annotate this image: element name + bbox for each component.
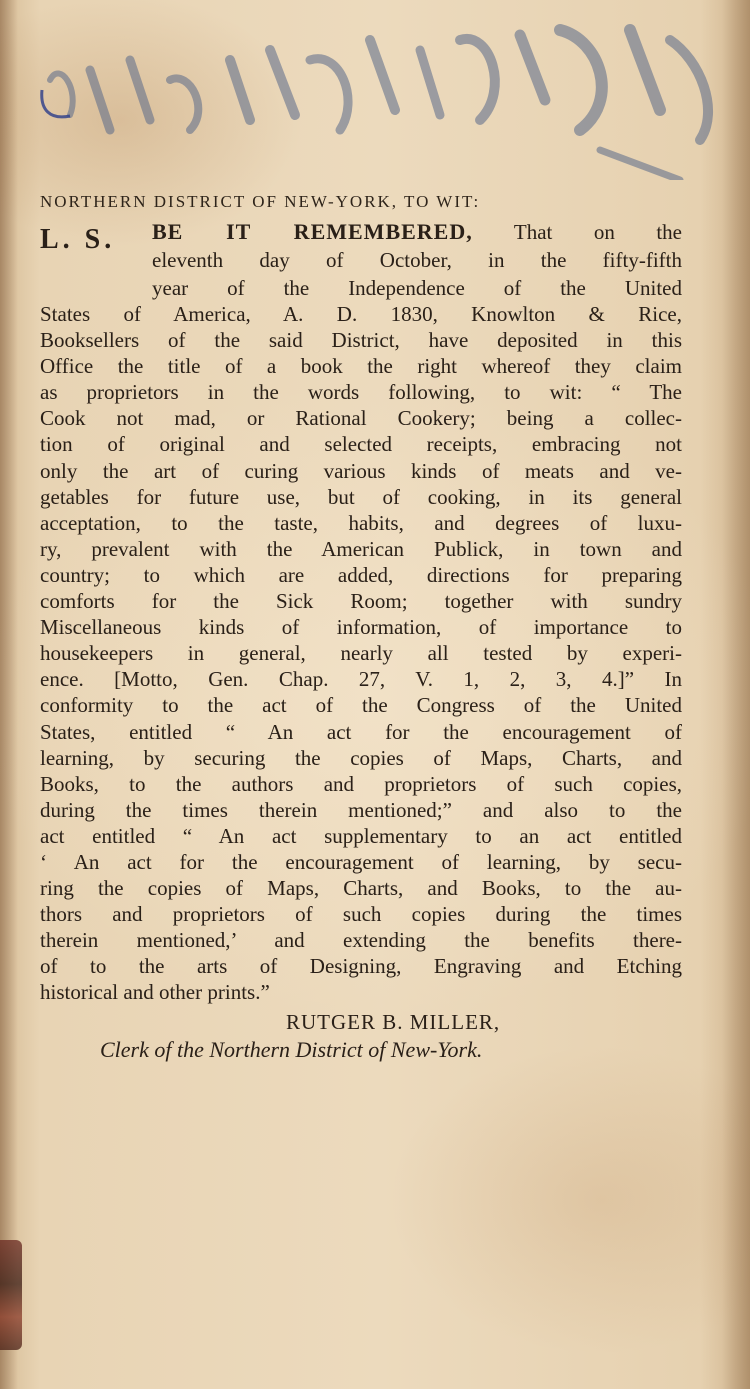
library-stamp <box>40 20 740 180</box>
body-line: Books, to the authors and proprietors of such copies, <box>40 771 682 796</box>
seal-line-2: eleventh day of October, in the fifty-fifth <box>152 248 682 272</box>
body-line: as proprietors in the words following, to wit: “ The <box>40 380 682 405</box>
notice-body <box>40 301 682 1006</box>
body-line: during the times therein mentioned;” and also to the <box>40 797 682 822</box>
body-line: of to the arts of Designing, Engraving and Etching <box>40 954 682 979</box>
body-line: getables for future use, but of cooking, in its general <box>40 484 682 509</box>
body-line: Miscellaneous kinds of information, of importance to <box>40 615 682 640</box>
body-line: acceptation, to the taste, habits, and degrees of luxu- <box>40 510 682 535</box>
body-line: conformity to the act of the Congress of the United <box>40 693 682 718</box>
copyright-notice <box>40 192 682 1063</box>
district-heading: NORTHERN DISTRICT OF NEW-YORK, TO WIT: <box>40 192 481 211</box>
clerk-title: Clerk of the Northern District of New-York. <box>100 1036 483 1062</box>
seal-line-1: BE IT REMEMBERED, That on the <box>152 219 682 244</box>
seal-line-3: year of the Independence of the United <box>152 276 682 300</box>
body-line: ring the copies of Maps, Charts, and Books, to the au- <box>40 876 682 901</box>
body-line: Booksellers of the said District, have deposited in this <box>40 328 682 353</box>
body-line: States, entitled “ An act for the encouragement of <box>40 719 682 744</box>
body-line: act entitled “ An act supplementary to an act entitled <box>40 823 682 848</box>
body-line: historical and other prints.” <box>40 980 270 1005</box>
body-line: only the art of curing various kinds of meats and ve- <box>40 458 682 483</box>
seal-mark: L. S. <box>40 224 116 255</box>
signer-name: RUTGER B. MILLER, <box>286 1009 501 1034</box>
body-line: housekeepers in general, nearly all tested by experi- <box>40 641 682 666</box>
body-line: ry, prevalent with the American Publick, in town and <box>40 536 682 561</box>
body-line: Office the title of a book the right whereof they claim <box>40 354 682 379</box>
body-line: country; to which are added, directions for preparing <box>40 562 682 587</box>
body-line: comforts for the Sick Room; together with sundry <box>40 589 682 614</box>
page-left-edge <box>0 0 18 1389</box>
body-line: thors and proprietors of such copies during the times <box>40 902 682 927</box>
spine-shadow <box>722 0 750 1389</box>
binding-mark <box>0 1240 22 1350</box>
body-line: States of America, A. D. 1830, Knowlton & Rice, <box>40 302 682 326</box>
body-line: ence. [Motto, Gen. Chap. 27, V. 1, 2, 3, 4.]” In <box>40 667 682 692</box>
seal-row <box>40 218 682 298</box>
body-line: Cook not mad, or Rational Cookery; being a collec- <box>40 406 682 431</box>
seal-lines <box>152 218 682 302</box>
body-line: tion of original and selected receipts, embracing not <box>40 432 682 457</box>
body-line: therein mentioned,’ and extending the benefits there- <box>40 928 682 953</box>
body-line: learning, by securing the copies of Maps, Charts, and <box>40 745 682 770</box>
body-line: ‘ An act for the encouragement of learning, by secu- <box>40 849 682 874</box>
